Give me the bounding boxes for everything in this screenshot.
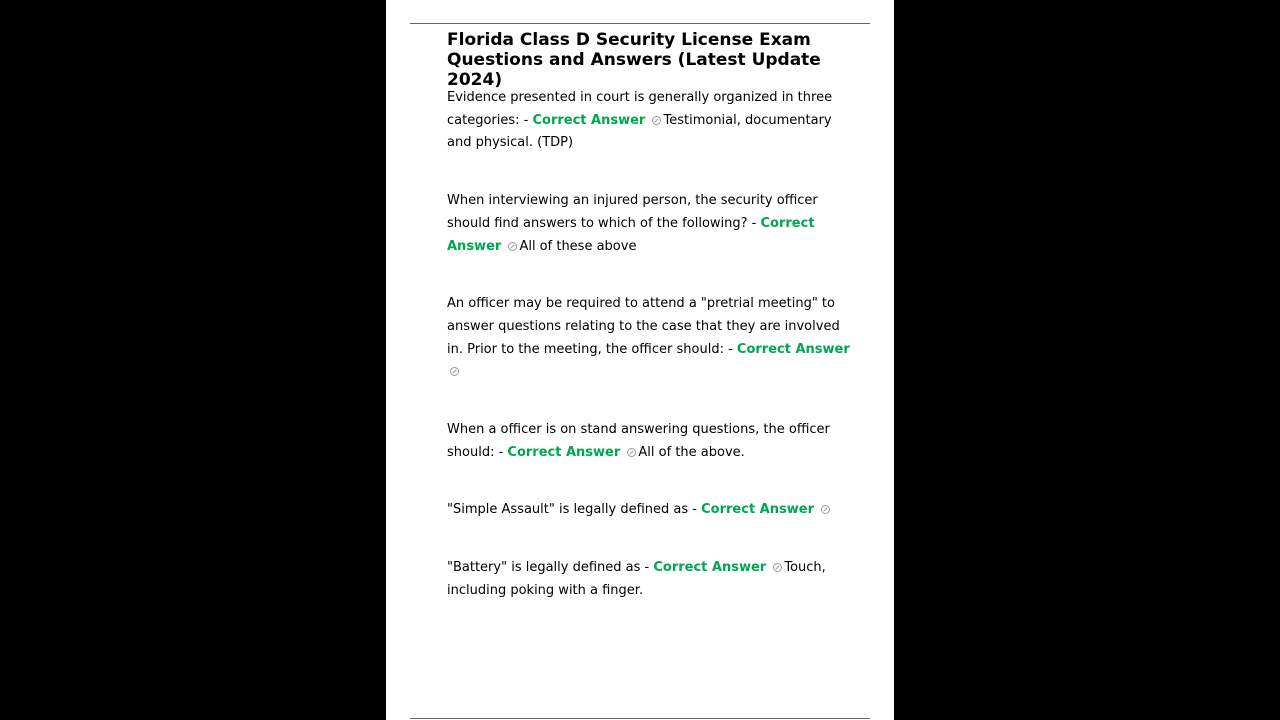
answer-text: All of the above.: [638, 444, 745, 460]
question-text: Evidence presented in court is generally organized in three categories: -: [447, 90, 833, 128]
document-title: Florida Class D Security License Exam Questions and Answers (Latest Update 2024): [447, 30, 821, 90]
question-text: When interviewing an injured person, the security officer should find answers to which of the following? -: [447, 193, 818, 231]
check-circle-icon: [450, 367, 459, 376]
check-circle-icon: [652, 116, 661, 125]
qa-item: [447, 557, 857, 602]
qa-item: [447, 87, 857, 155]
correct-answer-label: Correct Answer: [653, 560, 767, 576]
question-text: An officer may be required to attend a "pretrial meeting" to answer questions relating to the case that they are involved in. Prior to the meeting, the officer should: -: [447, 296, 840, 357]
answer-text: Testimonial, documentary and physical. (TDP): [447, 112, 832, 151]
qa-item: [447, 499, 857, 522]
qa-item: [447, 419, 857, 464]
check-circle-icon: [821, 505, 830, 514]
check-circle-icon: [773, 563, 782, 572]
qa-item: [447, 293, 857, 384]
answer-text: All of these above: [519, 238, 637, 254]
question-text: When a officer is on stand answering questions, the officer should: -: [447, 422, 830, 460]
qa-item: [447, 190, 857, 258]
correct-answer-label: Correct Answer: [447, 215, 815, 254]
top-divider: [410, 23, 870, 24]
document-content: [447, 30, 857, 603]
check-circle-icon: [508, 242, 517, 251]
correct-answer-label: Correct Answer: [701, 502, 814, 518]
correct-answer-label: Correct Answer: [507, 444, 621, 460]
correct-answer-label: Correct Answer: [532, 112, 646, 128]
question-text: "Battery" is legally defined as -: [447, 560, 654, 576]
question-text: "Simple Assault" is legally defined as -: [447, 502, 702, 518]
document-page: [386, 0, 894, 720]
answer-text: Touch, including poking with a finger.: [447, 560, 826, 598]
correct-answer-label: Correct Answer: [736, 341, 850, 357]
check-circle-icon: [627, 448, 636, 457]
bottom-divider: [410, 718, 870, 719]
